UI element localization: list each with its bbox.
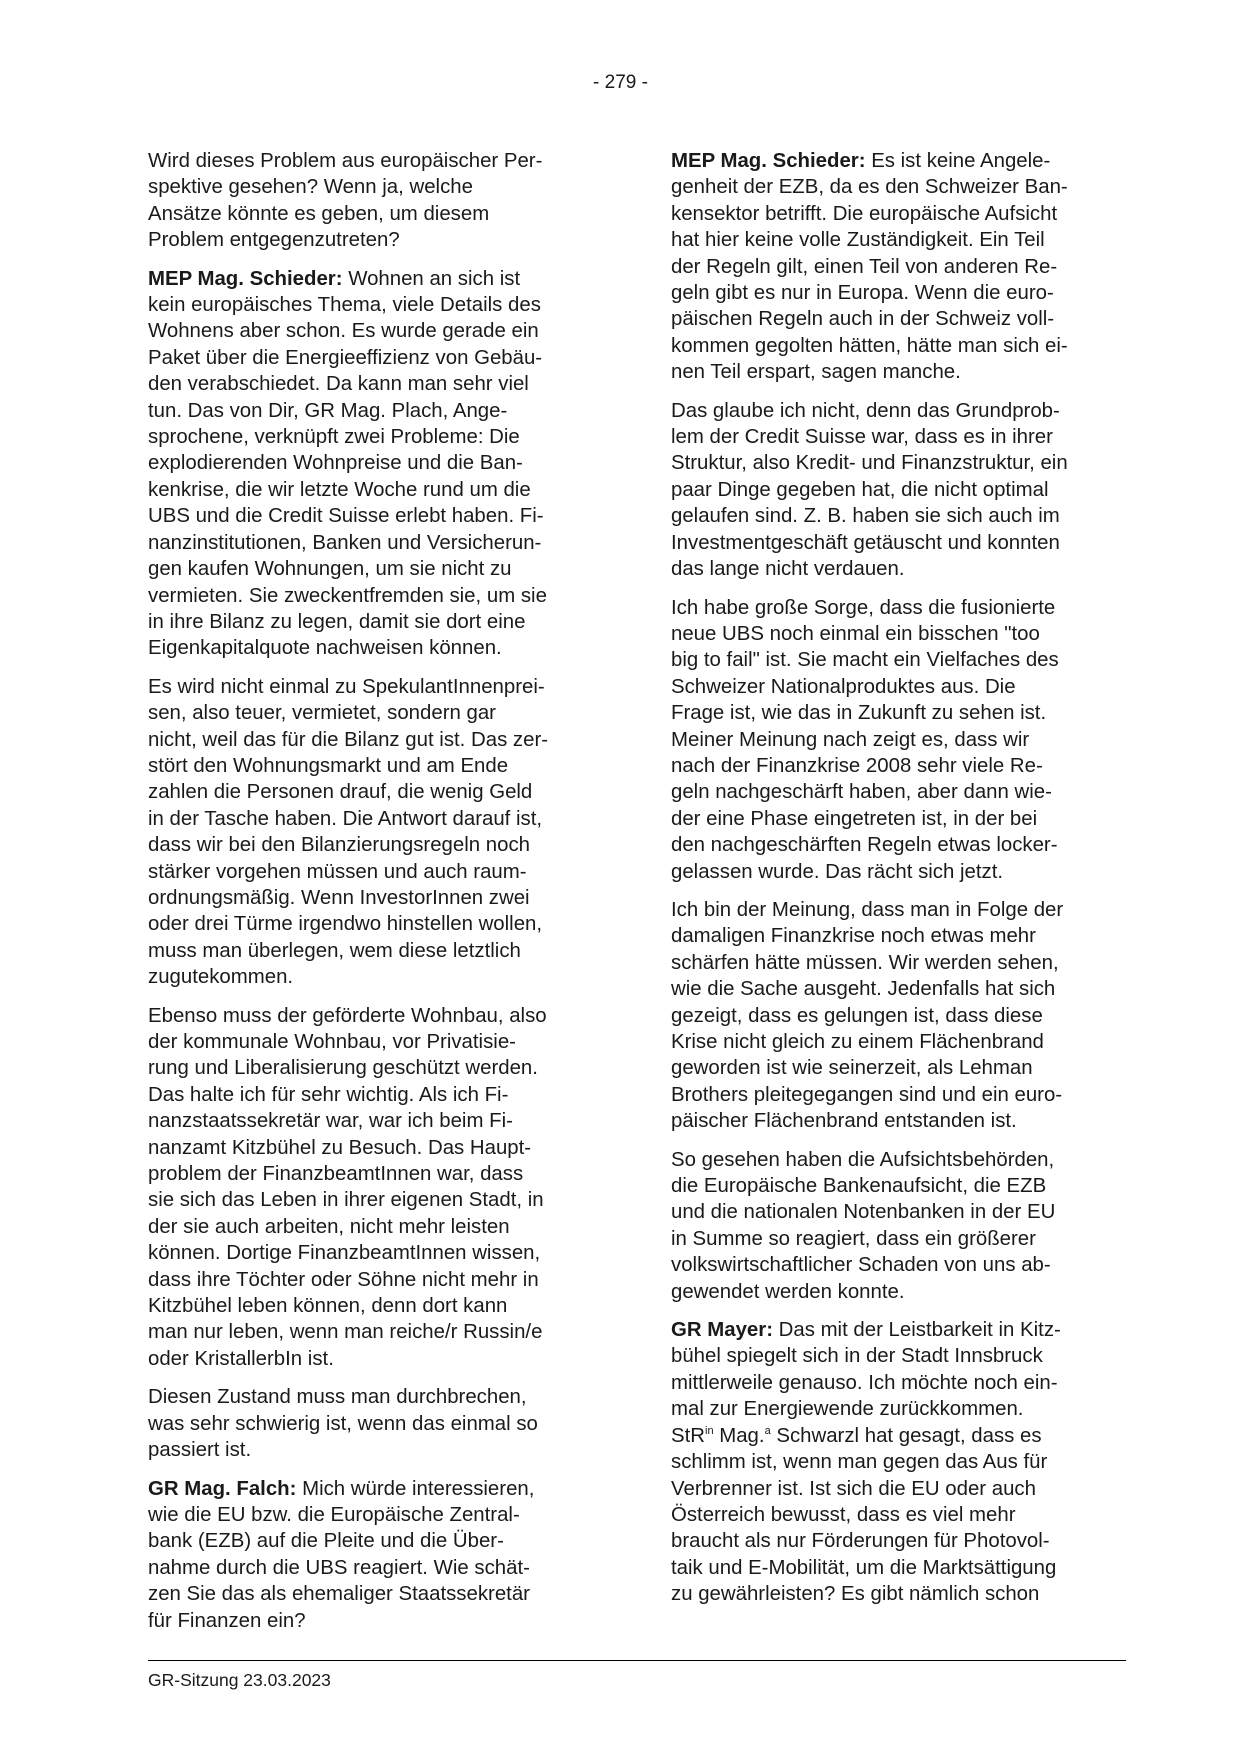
text-line: in der Tasche haben. Die Antwort darauf ist, <box>148 807 543 830</box>
text-line: Wird dieses Problem aus europäischer Per- <box>148 150 543 172</box>
text-line: mittlerweile genauso. Ich möchte noch ein- <box>671 1371 1058 1394</box>
text-line: in ihre Bilanz zu legen, damit sie dort eine <box>148 610 526 633</box>
text-line: sprochene, verknüpft zwei Probleme: Die <box>148 426 520 449</box>
paragraph <box>671 148 1121 386</box>
text-line: der eine Phase eingetreten ist, in der bei <box>671 807 1038 830</box>
text-line: gezeigt, dass es gelungen ist, dass diese <box>671 1004 1043 1027</box>
superscript: in <box>705 1424 714 1437</box>
text-line: gelassen wurde. Das rächt sich jetzt. <box>671 860 1004 883</box>
speaker-name: MEP Mag. Schieder: <box>148 267 343 290</box>
text-line: stört den Wohnungsmarkt und am Ende <box>148 754 509 777</box>
text-line: kommen gegolten hätten, hätte man sich ei- <box>671 334 1068 357</box>
superscript: a <box>764 1424 771 1437</box>
footer-divider <box>148 1660 1126 1661</box>
text-line: big to fail" ist. Sie macht ein Vielfaches des <box>671 649 1059 672</box>
paragraph <box>671 897 1121 1135</box>
text-line: Österreich bewusst, dass es viel mehr <box>671 1503 1016 1526</box>
text-line: Meiner Meinung nach zeigt es, dass wir <box>671 728 1030 751</box>
paragraph <box>148 1384 598 1463</box>
text-line: UBS und die Credit Suisse erlebt haben. Fi- <box>148 505 544 528</box>
text-segment: Das mit der Leistbarkeit in Kitz- <box>772 1319 1061 1342</box>
text-line <box>148 266 598 292</box>
paragraph <box>148 1003 598 1373</box>
text-segment: StR <box>671 1424 705 1447</box>
text-line: vermieten. Sie zweckentfremden sie, um sie <box>148 584 547 607</box>
paragraph <box>148 266 598 662</box>
text-line: schlimm ist, wenn man gegen das Aus für <box>671 1451 1048 1474</box>
text-line: rung und Liberalisierung geschützt werden. <box>148 1057 538 1080</box>
text-line: ordnungsmäßig. Wenn InvestorInnen zwei <box>148 886 530 909</box>
text-line: können. Dortige FinanzbeamtInnen wissen, <box>148 1242 541 1265</box>
text-segment: Wohnen an sich ist <box>342 267 521 290</box>
text-line: gelaufen sind. Z. B. haben sie sich auch im <box>671 505 1060 528</box>
text-line: die Europäische Bankenaufsicht, die EZB <box>671 1175 1047 1198</box>
text-line: gen kaufen Wohnungen, um sie nicht zu <box>148 558 512 581</box>
text-line: problem der FinanzbeamtInnen war, dass <box>148 1163 524 1186</box>
text-line <box>671 148 1121 174</box>
paragraph <box>148 148 598 254</box>
text-line: dass wir bei den Bilanzierungsregeln noch <box>148 834 530 857</box>
text-line: braucht als nur Förderungen für Photovol- <box>671 1530 1050 1553</box>
text-line: das lange nicht verdauen. <box>671 558 905 581</box>
text-line: spektive gesehen? Wenn ja, welche <box>148 176 473 199</box>
text-line: man nur leben, wenn man reiche/r Russin/e <box>148 1321 543 1344</box>
text-line: genheit der EZB, da es den Schweizer Ban- <box>671 176 1068 199</box>
speaker-name: GR Mayer: <box>671 1319 773 1342</box>
text-line: geln gibt es nur in Europa. Wenn die euro- <box>671 282 1054 305</box>
text-line: kein europäisches Thema, viele Details des <box>148 294 541 317</box>
text-line: der Regeln gilt, einen Teil von anderen Re- <box>671 255 1058 278</box>
text-line: kenkrise, die wir letzte Woche rund um die <box>148 478 531 501</box>
left-column <box>148 148 598 1646</box>
text-segment: Schwarzl hat gesagt, dass es <box>770 1424 1042 1447</box>
text-line <box>671 1423 1121 1449</box>
text-line: nanzstaatssekretär war, war ich beim Fi- <box>148 1110 513 1133</box>
text-line: volkswirtschaftlicher Schaden von uns ab- <box>671 1254 1051 1277</box>
paragraph <box>148 674 598 991</box>
text-line: päischer Flächenbrand entstanden ist. <box>671 1110 1017 1133</box>
text-line: nen Teil erspart, sagen manche. <box>671 361 961 384</box>
text-line: bank (EZB) auf die Pleite und die Über- <box>148 1530 504 1553</box>
text-line: Ebenso muss der geförderte Wohnbau, also <box>148 1004 547 1027</box>
text-line: Struktur, also Kredit- und Finanzstruktur, ein <box>671 452 1068 475</box>
text-segment: Mag. <box>713 1424 765 1447</box>
text-line: kensektor betrifft. Die europäische Aufsicht <box>671 202 1058 225</box>
text-line: Ich habe große Sorge, dass die fusionierte <box>671 596 1056 619</box>
speaker-name: MEP Mag. Schieder: <box>671 150 866 172</box>
text-line: schärfen hätte müssen. Wir werden sehen, <box>671 951 1059 974</box>
text-line: taik und E-Mobilität, um die Marktsättigung <box>671 1556 1057 1579</box>
text-line: für Finanzen ein? <box>148 1609 306 1632</box>
text-line: den nachgeschärften Regeln etwas locker- <box>671 834 1058 857</box>
text-segment: Mich würde interessieren, <box>296 1477 535 1500</box>
page-number: - 279 - <box>593 72 648 93</box>
text-line: neue UBS noch einmal ein bisschen "too <box>671 622 1040 645</box>
text-line: nanzamt Kitzbühel zu Besuch. Das Haupt- <box>148 1136 532 1159</box>
text-line: Problem entgegenzutreten? <box>148 229 400 252</box>
text-line: Wohnens aber schon. Es wurde gerade ein <box>148 320 539 343</box>
text-line: paar Dinge gegeben hat, die nicht optimal <box>671 478 1049 501</box>
text-line: nahme durch die UBS reagiert. Wie schät- <box>148 1556 530 1579</box>
text-line: gewendet werden konnte. <box>671 1280 905 1303</box>
text-line: zugutekommen. <box>148 966 294 989</box>
text-line: zu gewährleisten? Es gibt nämlich schon <box>671 1583 1040 1606</box>
text-line: Paket über die Energieeffizienz von Gebäu- <box>148 346 543 369</box>
text-line: der kommunale Wohnbau, vor Privatisie- <box>148 1031 516 1053</box>
text-line: Diesen Zustand muss man durchbrechen, <box>148 1386 527 1409</box>
text-line: Das glaube ich nicht, denn das Grundprob- <box>671 399 1060 422</box>
footer-session-date: GR-Sitzung 23.03.2023 <box>148 1670 331 1690</box>
paragraph <box>671 1147 1121 1305</box>
text-line: Das halte ich für sehr wichtig. Als ich Fi- <box>148 1083 509 1106</box>
text-line: dass ihre Töchter oder Söhne nicht mehr in <box>148 1268 539 1291</box>
text-line: hat hier keine volle Zuständigkeit. Ein Teil <box>671 229 1045 252</box>
text-line <box>671 1317 1121 1343</box>
text-line: lem der Credit Suisse war, dass es in ihrer <box>671 426 1053 449</box>
text-line: den verabschiedet. Da kann man sehr viel <box>148 373 529 396</box>
text-line: nicht, weil das für die Bilanz gut ist. Das zer- <box>148 728 549 751</box>
text-line: sen, also teuer, vermietet, sondern gar <box>148 702 496 725</box>
text-line: Verbrenner ist. Ist sich die EU oder auch <box>671 1477 1036 1500</box>
text-line: päischen Regeln auch in der Schweiz voll- <box>671 308 1055 331</box>
text-segment: Es ist keine Angele- <box>865 150 1051 172</box>
text-line: sie sich das Leben in ihrer eigenen Stadt, in <box>148 1189 544 1212</box>
text-line: Eigenkapitalquote nachweisen können. <box>148 637 502 660</box>
text-line: wie die Sache ausgeht. Jedenfalls hat sich <box>671 978 1056 1001</box>
text-line: Es wird nicht einmal zu SpekulantInnenprei- <box>148 675 545 698</box>
text-line: Frage ist, wie das in Zukunft zu sehen ist. <box>671 702 1047 725</box>
text-line: passiert ist. <box>148 1439 252 1462</box>
paragraph <box>671 398 1121 583</box>
text-line: Investmentgeschäft getäuscht und konnten <box>671 531 1060 554</box>
text-line: tun. Das von Dir, GR Mag. Plach, Ange- <box>148 399 508 422</box>
right-column <box>671 148 1121 1620</box>
text-line: muss man überlegen, wem diese letztlich <box>148 939 521 962</box>
text-line: zahlen die Personen drauf, die wenig Geld <box>148 781 533 804</box>
text-line: zen Sie das als ehemaliger Staatssekretär <box>148 1583 530 1606</box>
text-line: Krise nicht gleich zu einem Flächenbrand <box>671 1031 1044 1053</box>
text-line <box>148 1476 598 1502</box>
text-line: damaligen Finanzkrise noch etwas mehr <box>671 925 1036 948</box>
paragraph <box>671 1317 1121 1607</box>
text-line: mal zur Energiewende zurückkommen. <box>671 1398 1024 1421</box>
text-line: explodierenden Wohnpreise und die Ban- <box>148 452 523 475</box>
text-line: nanzinstitutionen, Banken und Versicherun- <box>148 531 542 554</box>
text-line: geln nachgeschärft haben, aber dann wie- <box>671 781 1052 804</box>
text-line: oder KristallerbIn ist. <box>148 1347 334 1370</box>
text-line: bühel spiegelt sich in der Stadt Innsbruck <box>671 1345 1043 1368</box>
text-line: Ansätze könnte es geben, um diesem <box>148 202 490 225</box>
text-line: der sie auch arbeiten, nicht mehr leisten <box>148 1215 510 1238</box>
text-line: Ich bin der Meinung, dass man in Folge der <box>671 898 1064 921</box>
text-line: Kitzbühel leben können, denn dort kann <box>148 1295 508 1318</box>
speaker-name: GR Mag. Falch: <box>148 1477 297 1500</box>
text-line: geworden ist wie seinerzeit, als Lehman <box>671 1057 1033 1080</box>
text-line: und die nationalen Notenbanken in der EU <box>671 1201 1056 1224</box>
paragraph <box>671 595 1121 885</box>
text-line: Schweizer Nationalproduktes aus. Die <box>671 675 1016 698</box>
text-line: oder drei Türme irgendwo hinstellen wollen, <box>148 913 543 936</box>
text-line: stärker vorgehen müssen und auch raum- <box>148 860 527 883</box>
text-line: nach der Finanzkrise 2008 sehr viele Re- <box>671 754 1043 777</box>
paragraph <box>148 1476 598 1634</box>
text-line: was sehr schwierig ist, wenn das einmal so <box>148 1412 538 1435</box>
text-line: wie die EU bzw. die Europäische Zentral- <box>148 1503 520 1526</box>
text-line: So gesehen haben die Aufsichtsbehörden, <box>671 1148 1055 1171</box>
text-line: Brothers pleitegegangen sind und ein euro- <box>671 1083 1063 1106</box>
text-line: in Summe so reagiert, dass ein größerer <box>671 1227 1036 1250</box>
